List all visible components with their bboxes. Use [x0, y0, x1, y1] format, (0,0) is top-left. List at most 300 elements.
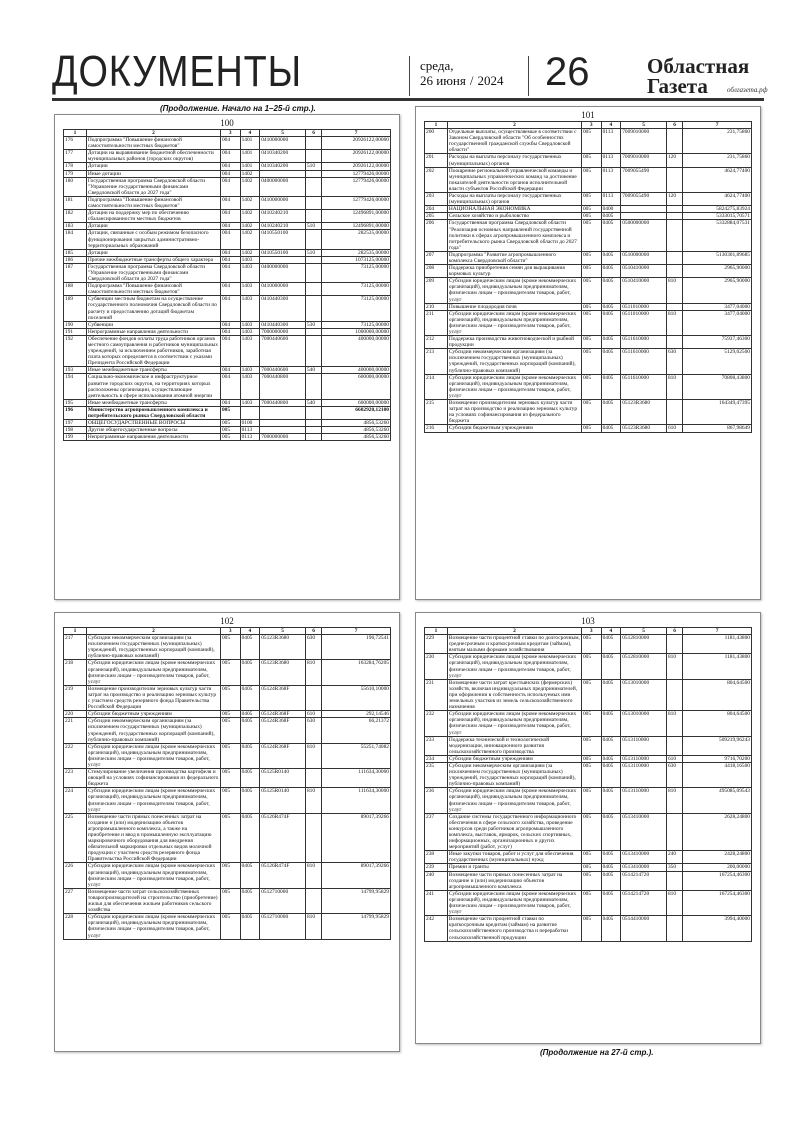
amount: 5332884,07531 [683, 220, 752, 251]
column-header: 1 [425, 628, 448, 635]
amount: 12496891,00000 [322, 223, 391, 230]
amount: 4856,53260 [322, 427, 391, 434]
table-row [425, 193, 752, 206]
section-code: 0405 [601, 220, 621, 251]
expense-type: 530 [305, 321, 321, 328]
table-row [64, 283, 391, 296]
ministry-code: 005 [581, 425, 601, 432]
target-article [260, 420, 306, 427]
amount: 3477,04000 [683, 303, 752, 310]
document-sheet-100 [54, 114, 400, 600]
row-number: 180 [64, 177, 87, 196]
section-code: 0405 [601, 265, 621, 278]
item-name: Субсидии некоммерческим организациям (за исключением государственных (муниципальных) учреждений, государственных корпораций (компаний), публично-правовых компаний) [447, 349, 581, 374]
ministry-code: 005 [581, 736, 601, 755]
item-name: Дотации, связанные с особым режимом безопасного функционирования закрытых административно-территориальных образований [86, 230, 220, 249]
amount: 196,72541 [322, 635, 391, 660]
target-article: 0513410000 [621, 864, 667, 871]
ministry-code: 005 [581, 129, 601, 154]
amount: 4624,77400 [683, 167, 752, 192]
section-code: 0405 [240, 743, 260, 768]
amount: 200,00000 [683, 864, 752, 871]
table-row [425, 167, 752, 192]
row-number: 240 [425, 871, 448, 890]
target-article: 7000440600 [260, 335, 306, 366]
row-number: 193 [64, 367, 87, 374]
section-code: 0405 [601, 711, 621, 736]
ministry-code: 005 [220, 769, 240, 788]
amount: 9716,70200 [683, 755, 752, 762]
ministry-code: 004 [220, 196, 240, 209]
table-row [64, 328, 391, 335]
ministry-code: 005 [581, 871, 601, 890]
section-code: 1402 [240, 223, 260, 230]
ministry-code: 004 [220, 256, 240, 263]
amount: 73125,00000 [322, 263, 391, 282]
row-number: 233 [425, 736, 448, 755]
expense-type [666, 813, 682, 851]
ministry-code: 004 [220, 335, 240, 366]
expense-type [305, 813, 321, 863]
amount: 509219,96243 [683, 736, 752, 755]
item-name: Поддержка технической и технологической модернизации, инновационного развития сельскохозяйственного производства [447, 736, 581, 755]
expense-type: 540 [305, 399, 321, 406]
table-row [64, 718, 391, 743]
expense-type [305, 170, 321, 177]
ministry-code: 005 [220, 813, 240, 863]
table-row [64, 321, 391, 328]
ministry-code: 005 [581, 788, 601, 813]
section-code: 0400 [601, 206, 621, 213]
amount: 20926122,00000 [322, 150, 391, 163]
row-number: 224 [64, 788, 87, 813]
target-article: 0410550100 [260, 230, 306, 249]
row-number: 242 [425, 916, 448, 941]
expense-type [305, 150, 321, 163]
item-name: Субсидии юридическим лицам (кроме некоммерческих организаций), индивидуальным предпринимателям, физическим лицам – производителям товаров, работ, услуг [86, 788, 220, 813]
expense-type [666, 400, 682, 425]
table-row [425, 762, 752, 787]
ministry-code: 004 [220, 163, 240, 170]
issue-date [420, 58, 503, 88]
section-code: 0405 [601, 374, 621, 399]
section-code: 1403 [240, 296, 260, 321]
row-number: 178 [64, 163, 87, 170]
section-code: 0405 [240, 718, 260, 743]
column-header: 7 [683, 122, 752, 129]
row-number: 183 [64, 223, 87, 230]
amount: 5824275,83924 [683, 206, 752, 213]
expense-type [305, 328, 321, 335]
row-number: 232 [425, 711, 448, 736]
section-code: 1402 [240, 249, 260, 256]
target-article: 0500000000 [621, 220, 667, 251]
item-name: Субсидии бюджетным учреждениям [447, 755, 581, 762]
item-name: Подпрограмма "Повышение финансовой самостоятельности местных бюджетов" [86, 137, 220, 150]
item-name: Субсидии некоммерческим организациям (за исключением государственных (муниципальных) учреждений, государственных корпораций (компаний), публично-правовых компаний) [447, 762, 581, 787]
row-number: 204 [425, 206, 448, 213]
table-row [425, 206, 752, 213]
item-name: Субсидии юридическим лицам (кроме некоммерческих организаций), индивидуальным предпринимателям, физическим лицам – производителям товаров, работ, услуг [447, 890, 581, 915]
target-article: 7000440600 [260, 367, 306, 374]
column-header: 6 [666, 628, 682, 635]
expense-type [305, 263, 321, 282]
column-header: 7 [322, 130, 391, 137]
section-code: 0405 [601, 425, 621, 432]
expense-type [666, 213, 682, 220]
target-article: 0514410000 [621, 916, 667, 941]
section-code: 0113 [601, 154, 621, 167]
target-article: 0512810000 [621, 635, 667, 654]
amount: 111634,30000 [322, 769, 391, 788]
row-number: 194 [64, 374, 87, 399]
section-code: 0405 [240, 769, 260, 788]
row-number: 223 [64, 769, 87, 788]
table-row [425, 871, 752, 890]
amount: 12496891,00000 [322, 210, 391, 223]
table-row [64, 420, 391, 427]
row-number: 227 [64, 888, 87, 913]
expense-type [666, 736, 682, 755]
target-article: 0511010000 [621, 303, 667, 310]
amount: 14799,95829 [322, 914, 391, 939]
item-name: Субвенции [86, 321, 220, 328]
column-header: 5 [260, 628, 306, 635]
row-number: 239 [425, 864, 448, 871]
expense-type [666, 916, 682, 941]
ministry-code: 005 [581, 890, 601, 915]
ministry-code: 005 [581, 813, 601, 851]
row-number: 221 [64, 718, 87, 743]
amount: 400000,00000 [322, 367, 391, 374]
weekday: среда, [420, 58, 454, 73]
row-number: 218 [64, 660, 87, 685]
section-code: 0113 [240, 427, 260, 434]
item-name: Возмещение части процентной ставки по краткосрочным кредитам (займам) на развитие сельскохозяйственного производства и переработки сельскохозяйственной продукции [447, 916, 581, 941]
expense-type [666, 167, 682, 192]
section-code: 0405 [601, 864, 621, 871]
target-article: 7009010000 [621, 154, 667, 167]
amount: 12779426,00000 [322, 170, 391, 177]
item-name: Иные дотации [86, 170, 220, 177]
table-row [64, 399, 391, 406]
expense-type [305, 230, 321, 249]
section-code: 1403 [240, 283, 260, 296]
ministry-code: 005 [220, 427, 240, 434]
amount: 111634,30000 [322, 788, 391, 813]
section-code: 1403 [240, 263, 260, 282]
target-article: 05124R368F [260, 743, 306, 768]
year: 2024 [477, 73, 504, 88]
ministry-code: 005 [581, 336, 601, 349]
section-code: 1401 [240, 137, 260, 150]
row-number: 185 [64, 249, 87, 256]
expense-type: 120 [666, 193, 682, 206]
table-row [425, 303, 752, 310]
row-number: 211 [425, 310, 448, 335]
target-article: 7009055490 [621, 193, 667, 206]
expense-type: 630 [305, 635, 321, 660]
target-article: 7009055490 [621, 167, 667, 192]
row-number: 212 [425, 336, 448, 349]
table-row [425, 654, 752, 679]
row-number: 220 [64, 711, 87, 718]
table-row [425, 916, 752, 941]
row-number: 187 [64, 263, 87, 282]
expense-type [666, 635, 682, 654]
amount: 14799,95829 [322, 888, 391, 913]
target-article: 0513110000 [621, 762, 667, 787]
amount: 3477,04000 [683, 310, 752, 335]
target-article: 0512710000 [260, 888, 306, 913]
table-row [64, 743, 391, 768]
section-code: 0405 [601, 916, 621, 941]
target-article [621, 206, 667, 213]
item-name: Поощрение региональной управленческой команды и муниципальных управленческих команд за достижение показателей деятельности органов исполнительной власти субъектов Российской Федерации [447, 167, 581, 192]
section-code: 0405 [240, 660, 260, 685]
expense-type [305, 335, 321, 366]
row-number: 197 [64, 420, 87, 427]
row-number: 236 [425, 788, 448, 813]
item-name: Возмещение части прямых понесенных затрат на создание и (или) модернизацию объектов агропромышленного комплекса [447, 871, 581, 890]
ministry-code: 005 [220, 406, 240, 419]
target-article: 0510000000 [621, 251, 667, 264]
section-code: 1402 [240, 170, 260, 177]
amount: 89017,39266 [322, 863, 391, 888]
item-name: Отдельные выплаты, осуществляемые в соответствии с Законом Свердловской области "Об особенностях государственной гражданской службы Свердловской области" [447, 129, 581, 154]
row-number: 235 [425, 762, 448, 787]
section-code: 1403 [240, 367, 260, 374]
table-row [425, 864, 752, 871]
row-number: 228 [64, 914, 87, 939]
item-name: Социально-экономическое и инфраструктурное развитие городских округов, на территориях которых расположены организации, осуществляющие деятельность в сфере использования атомной энергии [86, 374, 220, 399]
column-header: 5 [621, 628, 667, 635]
section-code: 0405 [601, 400, 621, 425]
ministry-code: 005 [220, 863, 240, 888]
section-code: 0405 [601, 303, 621, 310]
table-row [64, 711, 391, 718]
item-name: Субсидии юридическим лицам (кроме некоммерческих организаций), индивидуальным предпринимателям, физическим лицам – производителям товаров, работ, услуг [447, 278, 581, 303]
budget-table [63, 129, 391, 441]
item-name: Субсидии бюджетным учреждениям [86, 711, 220, 718]
target-article [260, 427, 306, 434]
table-row [425, 213, 752, 220]
item-name: Иные межбюджетные трансферты [86, 399, 220, 406]
table-row [64, 263, 391, 282]
item-name: НАЦИОНАЛЬНАЯ ЭКОНОМИКА [447, 206, 581, 213]
table-row [64, 335, 391, 366]
amount: 55251,74082 [322, 743, 391, 768]
item-name: Субсидии некоммерческим организациям (за исключением государственных (муниципальных) учреждений, государственных корпораций (компаний), публично-правовых компаний) [86, 718, 220, 743]
expense-type [305, 685, 321, 710]
target-article: 05126R474F [260, 813, 306, 863]
amount: 163284,76205 [322, 660, 391, 685]
item-name: ОБЩЕГОСУДАРСТВЕННЫЕ ВОПРОСЫ [86, 420, 220, 427]
target-article: 0511610000 [621, 374, 667, 399]
column-header: 7 [322, 628, 391, 635]
column-header: 1 [425, 122, 448, 129]
ministry-code: 005 [581, 711, 601, 736]
item-name: Подпрограмма "Повышение финансовой самостоятельности местных бюджетов" [86, 283, 220, 296]
section-code: 0405 [601, 890, 621, 915]
table-row [64, 685, 391, 710]
expense-type [666, 220, 682, 251]
item-name: Возмещение производителям зерновых культур части затрат на производство и реализацию зерновых культур с участием средств резервного фонда Правительства Российской Федерации [86, 685, 220, 710]
header-rule [52, 98, 764, 101]
budget-table [424, 627, 752, 942]
section-code: 1403 [240, 374, 260, 399]
section-code: 1402 [240, 196, 260, 209]
continued-from: (Продолжение. Начало на 1–25-й стр.). [160, 104, 316, 113]
expense-type [305, 256, 321, 263]
table-header-row [64, 628, 391, 635]
column-header: 1 [64, 130, 87, 137]
item-name: Субсидии юридическим лицам (кроме некоммерческих организаций), индивидуальным предпринимателям, физическим лицам – производителям товаров, работ, услуг [447, 310, 581, 335]
expense-type: 630 [666, 349, 682, 374]
item-name: Государственная программа Свердловской области "Реализация основных направлений государственной политики в сферах агропромышленного комплекса и потребительского рынка Свердловской области до 2027 года" [447, 220, 581, 251]
expense-type: 810 [666, 374, 682, 399]
ministry-code: 005 [581, 167, 601, 192]
target-article: 05123R3680 [260, 635, 306, 660]
table-row [425, 129, 752, 154]
section-code: 1401 [240, 150, 260, 163]
item-name: Стимулирование увеличения производства картофеля и овощей на условиях софинансирования из федерального бюджета [86, 769, 220, 788]
amount: 6602920,12100 [322, 406, 391, 419]
column-header: 3 [581, 122, 601, 129]
row-number: 213 [425, 349, 448, 374]
item-name: Подпрограмма "Развитие агропромышленного комплекса Свердловской области" [447, 251, 581, 264]
row-number: 179 [64, 170, 87, 177]
logo-site: облгазета.рф [727, 86, 768, 94]
expense-type: 810 [666, 890, 682, 915]
ministry-code: 005 [581, 213, 601, 220]
ministry-code: 005 [581, 206, 601, 213]
target-article: 05123R3680 [621, 425, 667, 432]
row-number: 225 [64, 813, 87, 863]
table-row [425, 788, 752, 813]
ministry-code: 005 [581, 679, 601, 710]
expense-type: 610 [666, 425, 682, 432]
amount: 600000,00000 [322, 374, 391, 399]
amount: 1181,43800 [683, 635, 752, 654]
section-code: 0100 [240, 420, 260, 427]
target-article: 05126R474F [260, 863, 306, 888]
expense-type: 630 [305, 718, 321, 743]
table-row [425, 310, 752, 335]
item-name: Возмещение производителям зерновых культур части затрат на производство и реализацию зерновых культур на условиях софинансирования из федерального бюджета [447, 400, 581, 425]
ministry-code: 005 [581, 220, 601, 251]
expense-type: 810 [666, 711, 682, 736]
column-header: 3 [220, 130, 240, 137]
expense-type [666, 336, 682, 349]
expense-type: 810 [305, 788, 321, 813]
item-name: Прочие межбюджетные трансферты общего характера [86, 256, 220, 263]
row-number: 206 [425, 220, 448, 251]
column-header: 3 [581, 628, 601, 635]
row-number: 222 [64, 743, 87, 768]
target-article: 0512810000 [621, 654, 667, 679]
table-row [425, 349, 752, 374]
expense-type: 810 [666, 310, 682, 335]
ministry-code: 005 [220, 718, 240, 743]
row-number: 214 [425, 374, 448, 399]
ministry-code: 004 [220, 177, 240, 196]
item-name: Министерство агропромышленного комплекса и потребительского рынка Свердловской области [86, 406, 220, 419]
date-line [420, 73, 503, 88]
row-number: 219 [64, 685, 87, 710]
item-name: Повышение плодородия почв [447, 303, 581, 310]
target-article [260, 256, 306, 263]
expense-type [666, 265, 682, 278]
logo-line-2: Газета [647, 74, 708, 98]
column-header: 4 [240, 130, 260, 137]
divider [528, 56, 529, 96]
amount: 89017,39266 [322, 813, 391, 863]
expense-type [305, 769, 321, 788]
section-code: 0113 [240, 434, 260, 441]
table-row [425, 265, 752, 278]
expense-type: 120 [666, 154, 682, 167]
target-article: 0513010000 [621, 711, 667, 736]
table-row [64, 635, 391, 660]
target-article: 05123R3680 [621, 400, 667, 425]
row-number: 207 [425, 251, 448, 264]
expense-type [305, 177, 321, 196]
expense-type: 510 [305, 249, 321, 256]
table-row [425, 220, 752, 251]
item-name: Расходы на выплаты персоналу государственных (муниципальных) органов [447, 154, 581, 167]
item-name: Дотации [86, 163, 220, 170]
expense-type: 810 [305, 863, 321, 888]
amount: 5130301,89685 [683, 251, 752, 264]
item-name: Возмещение части затрат крестьянских (фермерских) хозяйств, включая индивидуальных предпринимателей, при оформлении в собственность используемых ими земельных участков из земель сельскохозяйственного назначения [447, 679, 581, 710]
table-row [425, 336, 752, 349]
table-row [425, 400, 752, 425]
expense-type: 510 [305, 223, 321, 230]
target-article: 0410440300 [260, 296, 306, 321]
amount: 73125,00000 [322, 296, 391, 321]
ministry-code: 005 [581, 278, 601, 303]
row-number: 200 [425, 129, 448, 154]
item-name: Дотации на выравнивание бюджетной обеспеченности муниципальных районов (городских округов) [86, 150, 220, 163]
row-number: 202 [425, 167, 448, 192]
section-code: 0405 [601, 736, 621, 755]
target-article: 0511610000 [621, 349, 667, 374]
target-article: 0400000000 [260, 177, 306, 196]
row-number: 189 [64, 296, 87, 321]
column-header: 2 [86, 130, 220, 137]
item-name: Подпрограмма "Повышение финансовой самостоятельности местных бюджетов" [86, 196, 220, 209]
expense-type [305, 283, 321, 296]
target-article: 0410440300 [260, 321, 306, 328]
target-article: 0410000000 [260, 137, 306, 150]
target-article: 0410000000 [260, 196, 306, 209]
ministry-code: 004 [220, 374, 240, 399]
amount: 4856,53260 [322, 420, 391, 427]
expense-type: 540 [305, 367, 321, 374]
section-code: 0405 [240, 711, 260, 718]
section-code: 0405 [240, 813, 260, 863]
amount: 55610,10000 [322, 685, 391, 710]
amount: 66,21372 [322, 718, 391, 743]
ministry-code: 004 [220, 399, 240, 406]
table-row [64, 137, 391, 150]
row-number: 231 [425, 679, 448, 710]
ministry-code: 005 [581, 864, 601, 871]
row-number: 230 [425, 654, 448, 679]
section-code: 1403 [240, 321, 260, 328]
sheet-number: 101 [581, 110, 595, 120]
